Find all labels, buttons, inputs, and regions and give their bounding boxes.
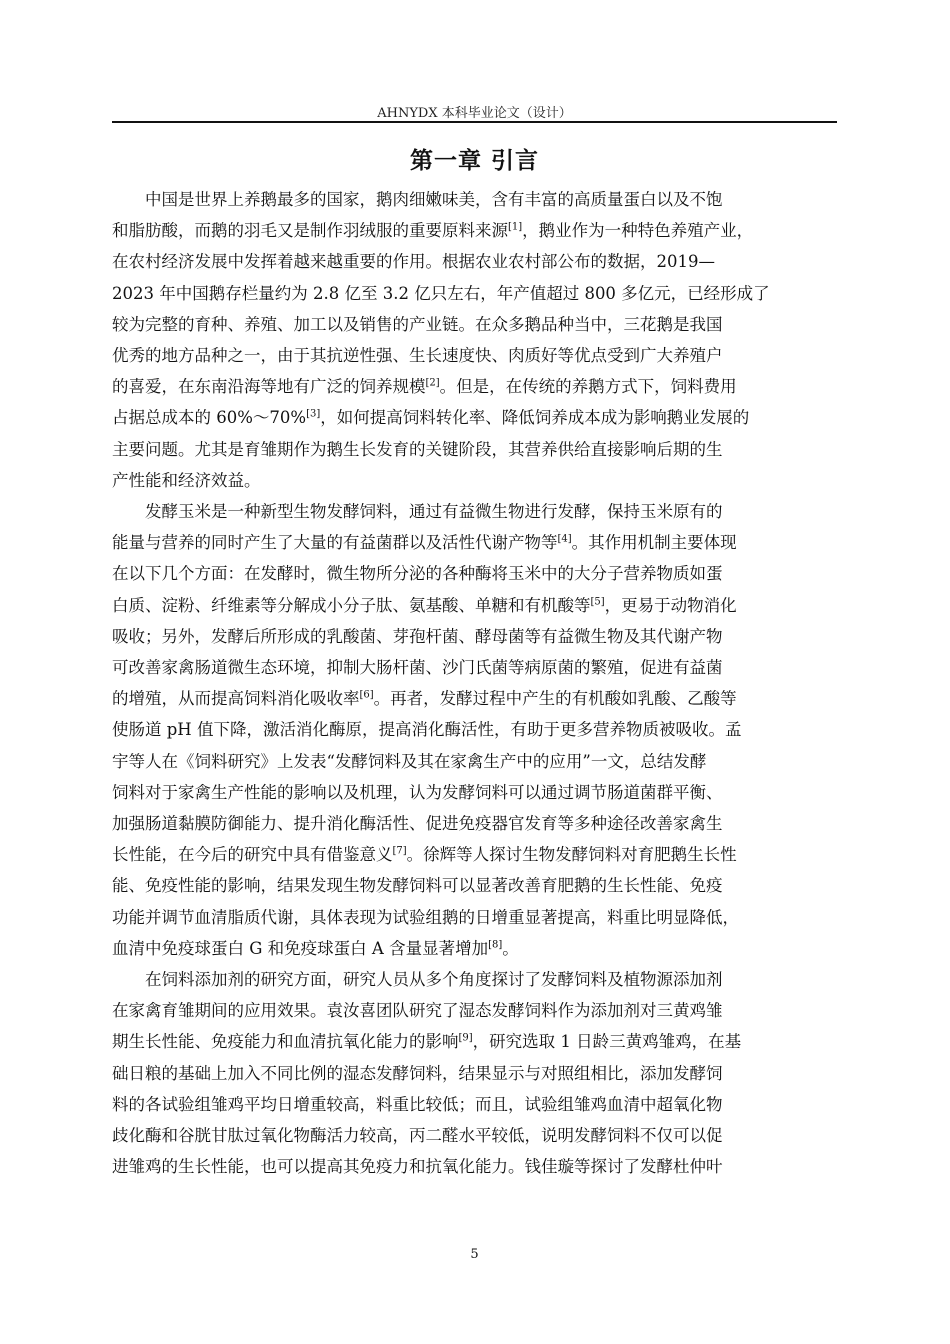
text-line: 产性能和经济效益。 (112, 470, 261, 490)
text-line: 2023 年中国鹅存栏量约为 2.8 亿至 3.2 亿只左右，年产值超过 800 多亿元，已经形成了 (112, 283, 770, 303)
running-header: AHNYDX 本科毕业论文（设计） (377, 106, 572, 121)
citation-ref: [5] (590, 596, 605, 608)
text-line: 发酵玉米是一种新型生物发酵饲料，通过有益微生物进行发酵，保持玉米原有的 (145, 502, 723, 522)
citation-ref: [1] (508, 221, 523, 233)
text-line: 主要问题。尤其是育雏期作为鹅生长发育的关键阶段，其营养供给直接影响后期的生 (112, 439, 723, 459)
text-line: 料的各试验组雏鸡平均日增重较高，料重比较低；而且，试验组雏鸡血清中超氧化物 (112, 1094, 723, 1114)
text-line: 的增殖，从而提高饲料消化吸收率[6]。再者，发酵过程中产生的有机酸如乳酸、乙酸等 (112, 689, 737, 709)
citation-ref: [7] (392, 845, 407, 857)
citation-ref: [4] (557, 533, 572, 545)
text-line: 使肠道 pH 值下降，激活消化酶原，提高消化酶活性，有助于更多营养物质被吸收。孟 (112, 720, 742, 740)
text-line: 功能并调节血清脂质代谢，具体表现为试验组鹅的日增重显著提高，料重比明显降低， (112, 907, 739, 927)
text-line: 能量与营养的同时产生了大量的有益菌群以及活性代谢产物等[4]。其作用机制主要体现 (112, 533, 737, 553)
paragraph-3 (112, 964, 837, 1182)
text-line: 优秀的地方品种之一，由于其抗逆性强、生长速度快、肉质好等优点受到广大养殖户 (112, 346, 723, 366)
text-line: 在农村经济发展中发挥着越来越重要的作用。根据农业农村部公布的数据，2019— (112, 252, 715, 272)
paragraph-1 (112, 184, 837, 496)
body-text (112, 184, 837, 1183)
chapter-title: 第一章 引言 (409, 148, 539, 174)
text-line: 的喜爱，在东南沿海等地有广泛的饲养规模[2]。但是，在传统的养鹅方式下，饲料费用 (112, 377, 737, 397)
text-line: 白质、淀粉、纤维素等分解成小分子肽、氨基酸、单糖和有机酸等[5]，更易于动物消化 (112, 595, 737, 615)
text-line: 和脂肪酸，而鹅的羽毛又是制作羽绒服的重要原料来源[1]，鹅业作为一种特色养殖产业， (112, 221, 754, 241)
citation-ref: [6] (359, 689, 374, 701)
text-line: 进雏鸡的生长性能，也可以提高其免疫力和抗氧化能力。钱佳璇等探讨了发酵杜仲叶 (112, 1157, 723, 1177)
text-line: 中国是世界上养鹅最多的国家，鹅肉细嫩味美，含有丰富的高质量蛋白以及不饱 (145, 190, 723, 209)
text-line: 可改善家禽肠道微生态环境，抑制大肠杆菌、沙门氏菌等病原菌的繁殖，促进有益菌 (112, 658, 723, 678)
text-line: 在家禽育雏期间的应用效果。袁汝喜团队研究了湿态发酵饲料作为添加剂对三黄鸡雏 (112, 1001, 723, 1021)
citation-ref: [3] (306, 408, 321, 420)
header-rule (112, 121, 837, 123)
text-line: 能、免疫性能的影响，结果发现生物发酵饲料可以显著改善育肥鹅的生长性能、免疫 (112, 876, 723, 896)
text-line: 吸收；另外，发酵后所形成的乳酸菌、芽孢杆菌、酵母菌等有益微生物及其代谢产物 (112, 626, 723, 646)
text-line: 础日粮的基础上加入不同比例的湿态发酵饲料，结果显示与对照组相比，添加发酵饲 (112, 1063, 723, 1083)
citation-ref: [2] (425, 377, 440, 389)
text-line: 饲料对于家禽生产性能的影响以及机理，认为发酵饲料可以通过调节肠道菌群平衡、 (112, 782, 723, 802)
citation-ref: [9] (458, 1032, 473, 1044)
text-line: 较为完整的育种、养殖、加工以及销售的产业链。在众多鹅品种当中，三花鹅是我国 (112, 314, 723, 334)
text-line: 长性能，在今后的研究中具有借鉴意义[7]。徐辉等人探讨生物发酵饲料对育肥鹅生长性 (112, 845, 737, 865)
text-line: 宇等人在《饲料研究》上发表“发酵饲料及其在家禽生产中的应用”一文，总结发酵 (112, 751, 707, 771)
paragraph-2 (112, 496, 837, 964)
citation-ref: [8] (488, 939, 503, 951)
page-number: 5 (470, 1247, 479, 1262)
text-line: 血清中免疫球蛋白 G 和免疫球蛋白 A 含量显著增加[8]。 (112, 938, 519, 958)
text-line: 在饲料添加剂的研究方面，研究人员从多个角度探讨了发酵饲料及植物源添加剂 (145, 970, 723, 990)
text-line: 在以下几个方面：在发酵时，微生物所分泌的各种酶将玉米中的大分子营养物质如蛋 (112, 564, 723, 584)
text-line: 歧化酶和谷胱甘肽过氧化物酶活力较高，丙二醛水平较低，说明发酵饲料不仅可以促 (112, 1126, 723, 1146)
text-line: 加强肠道黏膜防御能力、提升消化酶活性、促进免疫器官发育等多种途径改善家禽生 (112, 814, 723, 834)
text-line: 占据总成本的 60%～70%[3]，如何提高饲料转化率、降低饲养成本成为影响鹅业发展的 (112, 408, 750, 428)
text-line: 期生长性能、免疫能力和血清抗氧化能力的影响[9]，研究选取 1 日龄三黄鸡雏鸡，在基 (112, 1032, 742, 1052)
